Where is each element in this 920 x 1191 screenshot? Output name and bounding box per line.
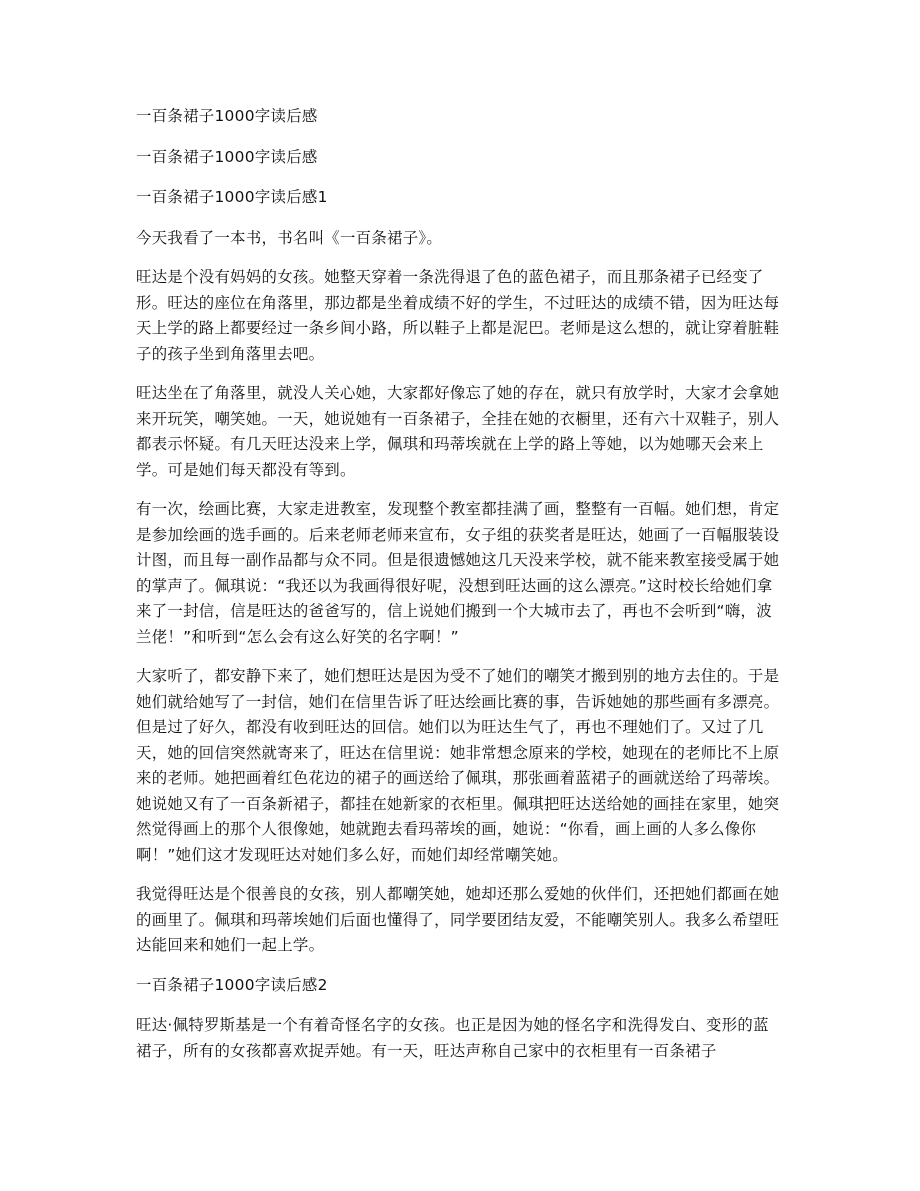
essay-2-paragraph: 旺达·佩特罗斯基是一个有着奇怪名字的女孩。也正是因为她的怪名字和洗得发白、变形的蓝裙子，所有的女孩都喜欢捉弄她。有一天，旺达声称自己家中的衣柜里有一百条裙子: [136, 1016, 769, 1060]
essay-1-paragraph: 有一次，绘画比赛，大家走进教室，发现整个教室都挂满了画，整整有一百幅。她们想，肯定是参加绘画的选手画的。后来老师老师来宣布，女子组的获奖者是旺达，她画了一百幅服装设计图，而且每一副作品都与众不同。但是很遗憾她这几天没来学校，就不能来教室接受属于她的掌声了。佩琪说：“我还以为我画得很好呢，没想到旺达画的这么漂亮。”这时校长给她们拿来了一封信，信是旺达的爸爸写的，信上说她们搬到一个大城市去了，再也不会听到“嗨，波兰佬！”和听到“怎么会有这么好笑的名字啊！”: [136, 500, 780, 646]
document-title: 一百条裙子1000字读后感: [136, 107, 318, 125]
essay-1-paragraph: 大家听了，都安静下来了，她们想旺达是因为受不了她们的嘲笑才搬到别的地方去住的。于是她们就给她写了一封信，她们在信里告诉了旺达绘画比赛的事，告诉她她的那些画有多漂亮。但是过了好久，都没有收到旺达的回信。她们以为旺达生气了，再也不理她们了。又过了几天，她的回信突然就寄来了，旺达在信里说：她非常想念原来的学校，她现在的老师比不上原来的老师。她把画着红色花边的裙子的画送给了佩琪，那张画着蓝裙子的画就送给了玛蒂埃。她说她又有了一百条新裙子，都挂在她新家的衣柜里。佩琪把旺达送给她的画挂在家里，她突然觉得画上的那个人很像她，她就跑去看玛蒂埃的画，她说：“你看，画上画的人多么像你啊！”她们这才发现旺达对她们多么好，而她们却经常嘲笑她。: [136, 667, 780, 864]
essay-1-paragraph: 今天我看了一本书，书名叫《一百条裙子》。: [136, 228, 443, 247]
essay-1-paragraph: 旺达坐在了角落里，就没人关心她，大家都好像忘了她的存在，就只有放学时，大家才会拿她来开玩笑，嘲笑她。一天，她说她有一百条裙子，全挂在她的衣橱里，还有六十双鞋子，别人都表示怀疑。有几天旺达没来上学，佩琪和玛蒂埃就在上学的路上等她，以为她哪天会来上学。可是她们每天都没有等到。: [136, 384, 780, 479]
essay-1-heading: 一百条裙子1000字读后感1: [136, 188, 328, 206]
essay-1-paragraph: 我觉得旺达是个很善良的女孩，别人都嘲笑她，她却还那么爱她的伙伴们，还把她们都画在她的画里了。佩琪和玛蒂埃她们后面也懂得了，同学要团结友爱，不能嘲笑别人。我多么希望旺达能回来和她们一起上学。: [136, 885, 780, 954]
document-page: [136, 104, 784, 1078]
document-subtitle: 一百条裙子1000字读后感: [136, 147, 318, 166]
essay-2-heading: 一百条裙子1000字读后感2: [136, 975, 328, 994]
essay-1-paragraph: 旺达是个没有妈妈的女孩。她整天穿着一条洗得退了色的蓝色裙子，而且那条裙子已经变了形。旺达的座位在角落里，那边都是坐着成绩不好的学生，不过旺达的成绩不错，因为旺达每天上学的路上都要经过一条乡间小路，所以鞋子上都是泥巴。老师是这么想的，就让穿着脏鞋子的孩子坐到角落里去吧。: [136, 268, 780, 363]
